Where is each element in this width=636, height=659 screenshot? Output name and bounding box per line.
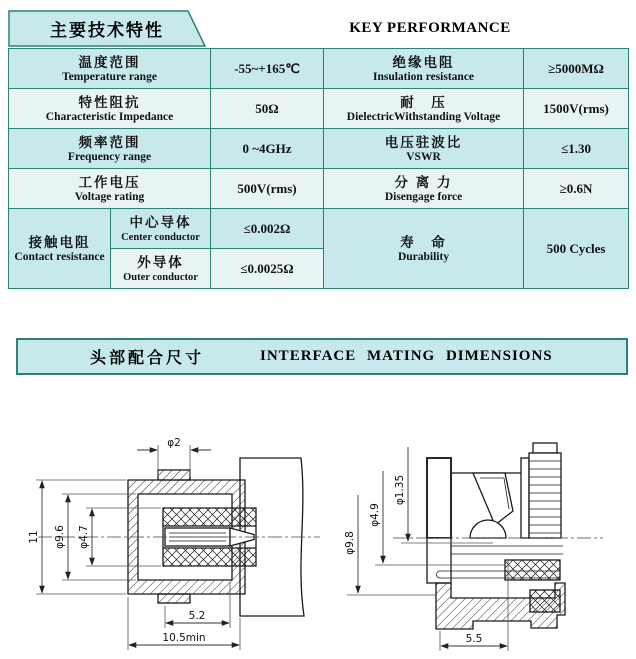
section2-title-en: INTERFACE MATING DIMENSIONS: [260, 348, 553, 364]
value-cell: ≤0.0025Ω: [211, 249, 324, 289]
param-en: Frequency range: [67, 150, 152, 163]
param-en: DielectricWithstanding Voltage: [346, 110, 501, 123]
durability-cell: [324, 209, 524, 289]
param-en: Temperature range: [62, 70, 157, 83]
param-zh: 温度范围: [78, 54, 141, 70]
section1-title-tab: [8, 10, 206, 47]
value-cell: 50Ω: [211, 89, 324, 129]
param-cell: [324, 169, 524, 209]
value-cell: 0 ~4GHz: [211, 129, 324, 169]
param-zh: 工作电压: [78, 174, 141, 190]
dim-label-inner-dia: φ4.7: [78, 525, 90, 549]
param-zh: 寿 命: [400, 234, 447, 250]
param-cell: [9, 129, 211, 169]
param-en: Center conductor: [121, 231, 200, 243]
dim-panel-clearance: [128, 597, 240, 650]
spec-row-voltage: [9, 169, 629, 209]
value-cell: -55~+165℃: [211, 49, 324, 89]
section2-header: [16, 338, 628, 375]
param-en: Contact resistance: [14, 250, 105, 263]
contact-resistance-cell: [9, 209, 111, 289]
param-cell: [9, 49, 211, 89]
plug-body-upper: [427, 443, 561, 538]
spec-row-temperature: [9, 49, 629, 89]
dim-label-mid-dia: φ4.9: [369, 503, 381, 527]
param-cell: [324, 129, 524, 169]
dim-outer-dia: [344, 495, 436, 595]
param-zh: 接触电阻: [28, 234, 91, 250]
section2-title-zh: 头部配合尺寸: [90, 350, 205, 367]
spec-table: [8, 48, 629, 289]
param-zh: 外导体: [137, 254, 184, 270]
value-cell: ≥5000MΩ: [524, 49, 629, 89]
value-cell: ≤0.002Ω: [211, 209, 324, 249]
param-cell: [9, 89, 211, 129]
param-cell: [324, 89, 524, 129]
dim-label-mating-length: 5.5: [465, 633, 483, 645]
param-en: Disengage force: [384, 190, 463, 203]
dim-label-outer-dia: φ9.6: [54, 525, 66, 549]
dim-label-pin-dia: φ1.35: [394, 474, 406, 506]
param-cell: [111, 249, 211, 289]
param-en: Outer conductor: [123, 271, 198, 283]
param-zh: 特性阻抗: [78, 94, 141, 110]
param-zh: 绝缘电阻: [392, 54, 455, 70]
param-zh: 电压驻波比: [384, 134, 463, 150]
param-zh: 分 离 力: [394, 174, 453, 190]
param-en: Voltage rating: [74, 190, 145, 203]
param-zh: 频率范围: [78, 134, 141, 150]
spec-row-contact-center: [9, 209, 629, 249]
jack-cross-section-drawing: [10, 420, 328, 657]
param-en: Characteristic Impedance: [45, 110, 174, 123]
value-cell: 500V(rms): [211, 169, 324, 209]
dim-label-socket-depth: 5.2: [188, 610, 206, 622]
param-zh: 耐 压: [400, 94, 447, 110]
plug-body-lower-section: [393, 538, 603, 629]
spec-row-frequency: [9, 129, 629, 169]
param-cell: [324, 49, 524, 89]
spec-row-impedance: [9, 89, 629, 129]
value-cell: 1500V(rms): [524, 89, 629, 129]
dim-label-panel-clearance: 10.5min: [162, 632, 206, 644]
section1-title-zh: 主要技术特性: [50, 21, 164, 40]
param-zh: 中心导体: [129, 214, 192, 230]
param-cell: [111, 209, 211, 249]
param-cell: [9, 169, 211, 209]
section1-title-en: KEY PERFORMANCE: [349, 20, 511, 36]
plug-cross-section-drawing: [333, 425, 635, 659]
dim-label-entry-dia: φ2: [167, 437, 181, 449]
param-en: Insulation resistance: [372, 70, 475, 83]
dim-label-overall-height: 11: [28, 530, 40, 544]
value-cell: 500 Cycles: [524, 209, 629, 289]
value-cell: ≥0.6N: [524, 169, 629, 209]
param-en: VSWR: [406, 150, 441, 163]
value-cell: ≤1.30: [524, 129, 629, 169]
param-en: Durability: [397, 250, 450, 263]
dim-label-outer-dia: φ9.8: [344, 531, 356, 555]
